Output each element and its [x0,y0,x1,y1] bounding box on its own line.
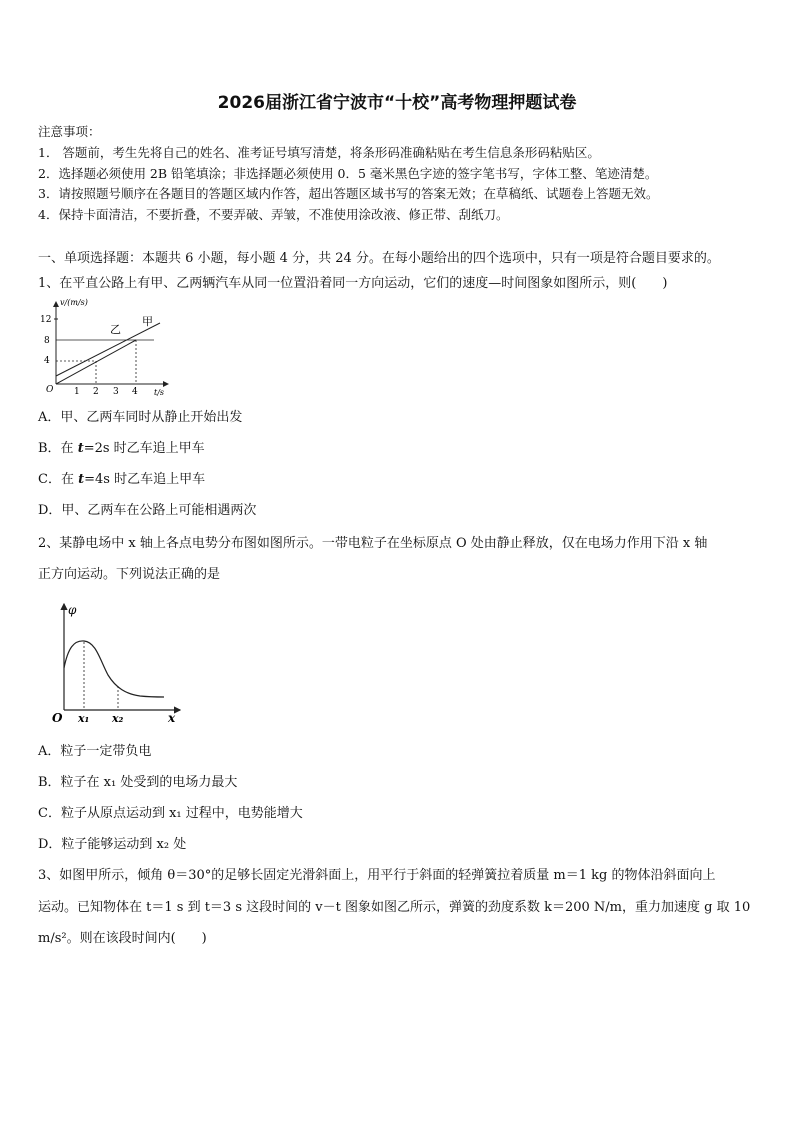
question-1-stem: 1、在平直公路上有甲、乙两辆汽车从同一位置沿着同一方向运动，它们的速度—时间图象如图所示，则( ) [38,276,668,291]
q1-option-b: B．在 t=2s 时乙车追上甲车 [38,441,205,456]
question-3-line2: 运动。已知物体在 t＝1 s 到 t＝3 s 这段时间的 v－t 图象如图乙所示，弹簧的劲度系数 k＝200 N/m，重力加速度 g 取 10 [38,900,751,915]
q2-y-axis-label: φ [68,603,77,617]
q2-x-axis-label: x [168,711,176,725]
q2-x1-label: x₁ [78,712,90,725]
q1-option-a: A．甲、乙两车同时从静止开始出发 [38,410,243,425]
notice-item-4: 4．保持卡面清洁，不要折叠，不要弄破、弄皱，不准使用涂改液、修正带、刮纸刀。 [38,207,509,222]
q1-x-tick-4: 4 [132,387,138,397]
q1-option-d: D．甲、乙两车在公路上可能相遇两次 [38,503,257,518]
q1-y-tick-12: 12 [40,315,52,325]
q2-option-d: D．粒子能够运动到 x₂ 处 [38,837,187,852]
question-3-line1: 3、如图甲所示，倾角 θ＝30°的足够长固定光滑斜面上，用平行于斜面的轻弹簧拉着质量 m＝1 kg 的物体沿斜面向上 [38,868,716,883]
q2-option-c: C．粒子从原点运动到 x₁ 过程中，电势能增大 [38,806,303,821]
q2-x2-label: x₂ [112,712,124,725]
q1-option-c: C．在 t=4s 时乙车追上甲车 [38,472,206,487]
q2-origin-label: O [52,711,63,725]
q2-option-b: B．粒子在 x₁ 处受到的电场力最大 [38,775,238,790]
q1-label-jia: 甲 [142,315,153,328]
q1-label-yi: 乙 [110,323,121,336]
question-3-line3: m/s²。则在该段时间内( ) [38,931,207,946]
notice-item-2: 2．选择题必须使用 2B 铅笔填涂；非选择题必须使用 0．5 毫米黑色字迹的签字笔书写，字体工整、笔迹清楚。 [38,166,658,181]
section-heading: 一、单项选择题：本题共 6 小题，每小题 4 分，共 24 分。在每小题给出的四个选项中，只有一项是符合题目要求的。 [38,251,720,266]
q2-potential-graph [46,600,186,730]
q2-potential-curve [64,641,164,697]
notice-item-1: 1． 答题前，考生先将自己的姓名、准考证号填写清楚，将条形码准确粘贴在考生信息条形码粘贴区。 [38,145,600,160]
q1-y-axis-label: v/(m/s) [60,298,88,307]
q1-x-tick-2: 2 [93,387,99,397]
exam-title: 2026届浙江省宁波市“十校”高考物理押题试卷 [217,93,577,113]
q1-y-tick-4: 4 [44,356,50,366]
q1-x-axis-label: t/s [154,388,165,397]
q1-x-tick-3: 3 [113,387,119,397]
q1-x-tick-1: 1 [74,387,80,397]
notice-heading: 注意事项： [38,124,101,139]
q1-y-tick-8: 8 [44,336,50,346]
q1-vt-graph [36,296,176,400]
q2-option-a: A．粒子一定带负电 [38,744,152,759]
q1-line-jia [56,323,160,376]
notice-item-3: 3．请按照题号顺序在各题目的答题区域内作答，超出答题区域书写的答案无效；在草稿纸、试题卷上答题无效。 [38,186,659,201]
question-2-stem-line2: 正方向运动。下列说法正确的是 [38,567,221,582]
q1-origin-label: O [46,385,54,395]
question-2-stem-line1: 2、某静电场中 x 轴上各点电势分布图如图所示。一带电粒子在坐标原点 O 处由静止释放，仅在电场力作用下沿 x 轴 [38,536,708,551]
